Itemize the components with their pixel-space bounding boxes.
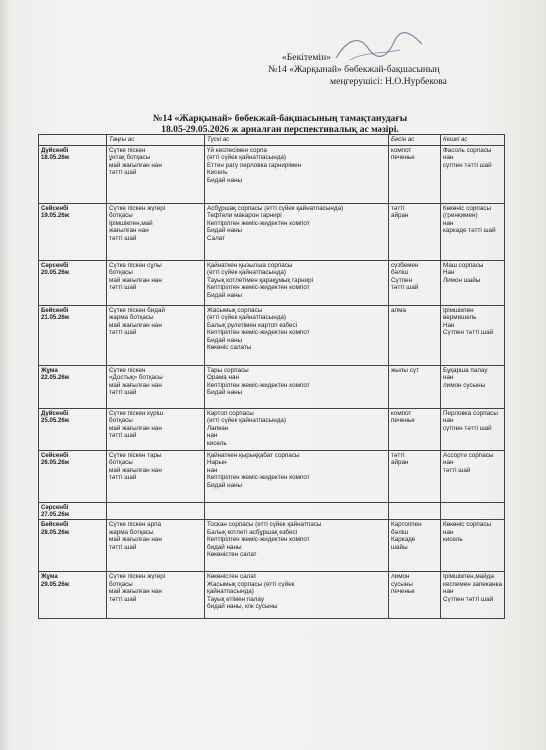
snack-cell-line: сусыны [391,580,413,588]
lunch-cell-line: Бидай наны [207,336,243,344]
lunch-cell-line: Бидай наны [207,481,243,489]
lunch-cell-line: нан [207,466,218,474]
col-header-snack: Бесін ас [389,135,441,146]
breakfast-cell-line: май жағылған нан [109,381,162,389]
snack-cell-line: бәліш [391,528,409,536]
day-cell-line: Сейсенбі [41,452,69,459]
lunch-cell-line: Лағман [207,424,229,432]
day-cell-line: 20.05.26ж [41,269,70,277]
dinner-cell-line: Перловка сорпасы [443,410,498,417]
dinner-cell [441,146,505,204]
breakfast-cell [107,503,205,520]
table-row [39,451,505,503]
table-header-row [39,135,505,146]
lunch-cell-line: Салат [207,234,226,242]
breakfast-cell-line: жарма ботқасы [109,528,154,536]
day-cell [39,451,107,503]
lunch-cell-line: Көкөністен салат [207,573,257,581]
breakfast-cell-line: Сүтке піскен [109,147,146,154]
breakfast-cell-line: май жағылған нан [109,161,162,169]
day-cell-line: Бейсенбі [41,307,69,314]
snack-cell-line: сүзбемен [391,262,419,269]
document-title [100,113,460,135]
dinner-cell [441,572,505,619]
menu-table [38,134,505,619]
day-cell [39,146,107,204]
breakfast-cell-line: май жағылған нан [109,536,162,544]
breakfast-cell-line: «Достық» ботқасы [109,374,163,382]
breakfast-cell-line: май жағылған нан [109,276,162,284]
lunch-cell-line: Бидай наны [207,176,243,184]
lunch-cell-line: Тары сорпасы [207,367,249,374]
snack-cell-line: компот [391,410,412,417]
lunch-cell-line: Көкөністен салат [207,551,257,559]
lunch-cell-line: Еттен рагу перловка гарнирімен [207,161,302,169]
day-cell-line: Сейсенбі [41,205,69,212]
dinner-cell [441,261,505,306]
breakfast-cell-line: Сүтке піскен жүгері [109,205,166,212]
lunch-cell [205,261,389,306]
dinner-cell-line: Фасоль сорпасы [443,147,492,154]
snack-cell-line: жылы сүт [391,367,419,374]
dinner-cell-line: Лимон шайы [443,276,481,284]
snack-cell [389,146,441,204]
snack-cell [389,520,441,572]
lunch-cell-line: Кептірілген жеміс-жидектен компот [207,284,310,292]
dinner-cell-line: каркаде тәтті шай [443,227,496,235]
lunch-cell-line: (етті сүйек қайнатпасында) [207,314,286,322]
dinner-cell-line: сүтпен тәтті шай [443,161,492,169]
approval-heading: «Бекітемін» [282,52,332,63]
snack-cell [389,306,441,366]
day-cell-line: Дүйсенбі [41,147,69,154]
day-cell [39,409,107,451]
breakfast-cell [107,409,205,451]
table-row [39,503,505,520]
dinner-cell-line: нан [443,528,454,536]
dinner-cell-line: нан [443,219,454,227]
dinner-cell-line: Нан [443,269,455,277]
dinner-cell-line: Көкөніс сорпасы [443,521,492,529]
lunch-cell-line: Балық котлеті асбұршақ езбесі [207,528,298,536]
breakfast-cell-line: тәтті шай [109,595,137,603]
title-line-2: 18.05-29.05.2026 ж арналған перспективалық ас мәзірі. [161,124,399,135]
dinner-cell-line: Сүтпен тәтті шай [443,595,494,603]
day-cell-line: Бейсенбі [41,521,69,529]
breakfast-cell-line: ботқасы [109,459,133,467]
breakfast-cell-line: ботқасы [109,269,133,277]
day-cell [39,572,107,619]
lunch-cell-line: Тауық котлетімен қарақұмық гарнирі [207,276,313,284]
snack-cell [389,451,441,503]
snack-cell [389,204,441,261]
lunch-cell-line: Кептірілген жеміс-жидектен компот [207,474,310,482]
snack-cell [389,572,441,619]
breakfast-cell-line: ботқасы [109,212,133,220]
lunch-cell [205,572,389,619]
lunch-cell [205,204,389,261]
day-cell-line: 27.05.26ж [41,511,70,519]
breakfast-cell-line: май жағылған нан [109,588,162,596]
lunch-cell-line: Көкөніс салаты [207,344,252,352]
breakfast-cell-line: ботқасы [109,580,133,588]
lunch-cell-line: Бидай наны [207,389,243,397]
snack-cell-line: печенье [391,417,415,425]
lunch-cell-line: Орама нан [207,374,239,382]
dinner-cell-line: сүтпен тәтті шай [443,424,492,432]
lunch-cell-line: кисель [207,439,227,447]
lunch-cell [205,366,389,409]
breakfast-cell-line: тәтті шай [109,474,137,482]
lunch-cell-line: Кисель [207,169,228,177]
breakfast-cell-line: Ірімшікпен,май [109,219,153,227]
snack-cell-line: лимон [391,573,410,581]
snack-cell-line: тәтті [391,452,405,459]
snack-cell-line: тәтті [391,205,405,212]
col-header-dinner: Кешкі ас [441,135,505,146]
table-row [39,409,505,451]
breakfast-cell [107,204,205,261]
col-header-breakfast: Таңғы ас [107,135,205,146]
lunch-cell-line: Қайнаткен қырыққабат сорпасы [207,452,300,459]
day-cell-line: 22.05.26ж [41,374,70,382]
dinner-cell [441,520,505,572]
breakfast-cell-line: тәтті шай [109,234,137,242]
day-cell-line: 25.05.26ж [41,417,70,425]
day-cell-line: Сәрсенбі [41,262,69,269]
dinner-cell-line: Сүтпен тәтті шай [443,329,494,337]
lunch-cell [205,409,389,451]
lunch-cell-line: Бидай наны [207,227,243,235]
table-row [39,306,505,366]
dinner-cell [441,204,505,261]
snack-cell [389,261,441,306]
breakfast-cell-line: тәтті шай [109,329,137,337]
snack-cell-line: Картоппен [391,521,422,529]
day-cell [39,503,107,520]
breakfast-cell-line: Сүтке піскен жүгері [109,573,166,581]
day-cell [39,261,107,306]
dinner-cell-line: вермишель [443,314,477,322]
day-cell-line: 19.05.26ж [41,212,70,220]
dinner-cell [441,409,505,451]
snack-cell-line: шайы [391,543,408,551]
breakfast-cell-line: тәтті шай [109,284,137,292]
snack-cell-line: печенье [391,588,415,596]
title-line-1: №14 «Жарқынай» бөбекжай-бақшасының тамақтанудағы [152,113,408,124]
table-row [39,520,505,572]
snack-cell [389,409,441,451]
breakfast-cell-line: тәтті шай [109,169,137,177]
breakfast-cell-line: тәтті шай [109,543,137,551]
lunch-cell-line: Тоскан сорпасы (етті сүйек қайнатпасы [207,521,322,529]
dinner-cell-line: лимон сусыны [443,381,486,389]
dinner-cell-line: Ірімшікпен,майда [443,573,494,581]
table-row [39,204,505,261]
lunch-cell-line: Кептірілген жеміс-жидектен компот [207,329,310,337]
breakfast-cell [107,306,205,366]
lunch-cell-line: Балық рулетімен картоп езбесі [207,321,298,329]
breakfast-cell [107,451,205,503]
breakfast-cell-line: Сүтке піскен күріш [109,410,164,417]
lunch-cell-line: Картоп сорпасы [207,410,254,417]
approval-head-name: меңгерушісі: Н.О.Нурбекова [330,76,447,87]
lunch-cell-line: Жасымық сорпасы [207,307,263,314]
lunch-cell-line: Кептірілген жеміс-жидектен компот [207,536,310,544]
snack-cell-line: компот [391,147,412,154]
day-cell [39,306,107,366]
breakfast-cell-line: жарма ботқасы [109,314,154,322]
dinner-cell-line: (гренкимен) [443,212,478,220]
lunch-cell-line: Асбұршақ сорпасы (етті сүйек қайнатпасында) [207,205,344,212]
dinner-cell [441,451,505,503]
breakfast-cell [107,146,205,204]
dinner-cell-line: Нан [443,321,455,329]
breakfast-cell-line: ұнтақ ботқасы [109,154,151,162]
dinner-cell-line: Бұқарша палау [443,367,488,374]
lunch-cell-line: қайнатпасында) [207,588,254,596]
lunch-cell-line: Жасымық сорпасы (етті сүйек [207,580,295,588]
snack-cell-line: алма [391,307,407,314]
breakfast-cell-line: Сүтке піскен арпа [109,521,162,529]
dinner-cell-line: Ірімшікпен [443,307,474,314]
day-cell [39,366,107,409]
breakfast-cell-line: тәтті шай [109,432,137,440]
dinner-cell-line: нан [443,459,454,467]
breakfast-cell-line: Сүтке піскен сұлы [109,262,162,269]
day-cell-line: 29.05.26ж [41,580,70,588]
dinner-cell-line: нан [443,374,454,382]
lunch-cell [205,503,389,520]
breakfast-cell-line: май жағылған нан [109,424,162,432]
snack-cell-line: айран [391,212,409,220]
lunch-cell [205,451,389,503]
col-header-lunch: Түскі ас [205,135,389,146]
table-row [39,572,505,619]
lunch-cell-line: Қайнаткен қызылша сорпасы [207,262,293,269]
lunch-cell-line: (етті сүйек қайнатпасында) [207,417,286,425]
lunch-cell-line: Бидай наны [207,291,243,299]
breakfast-cell-line: ботқасы [109,417,133,425]
snack-cell-line: бәліш [391,269,409,277]
dinner-cell [441,366,505,409]
day-cell-line: Жұма [41,367,58,374]
dinner-cell-line: нан [443,417,454,425]
snack-cell-line: тәтті шай [391,284,419,292]
breakfast-cell-line: Сүтке піскен тары [109,452,162,459]
day-cell-line: Сәрсенбі [41,504,69,511]
breakfast-cell-line: май жағылған нан [109,321,162,329]
dinner-cell-line: Ассорти сорпасы [443,452,494,459]
breakfast-cell-line: тәтті шай [109,389,137,397]
day-cell [39,204,107,261]
dinner-cell-line: кисель [443,536,463,544]
lunch-cell-line: Кептірілген жеміс-жидектен компот [207,381,310,389]
lunch-cell-line: (етті сүйек қайнатпасында) [207,269,286,277]
breakfast-cell [107,366,205,409]
snack-cell-line: Каркаде [391,536,416,544]
breakfast-cell [107,261,205,306]
lunch-cell-line: Нарын [207,459,227,467]
col-header-day [39,135,107,146]
snack-cell-line: печенье [391,154,415,162]
day-cell-line: 21.05.26ж [41,314,70,322]
breakfast-cell-line: май жағылған нан [109,466,162,474]
lunch-cell-line: бидай наны [207,543,242,551]
breakfast-cell [107,572,205,619]
table-row [39,366,505,409]
lunch-cell-line: Тауық етімен палау [207,595,264,603]
breakfast-cell [107,520,205,572]
table-row [39,146,505,204]
dinner-cell-line: Көкөніс сорпасы [443,205,492,212]
day-cell-line: Дүйсенбі [41,410,69,417]
lunch-cell-line: Тефтели макарон гарнирі [207,212,282,220]
day-cell-line: 26.05.26ж [41,459,70,467]
lunch-cell-line: бидай наны, к/ж сусыны [207,603,278,611]
dinner-cell [441,306,505,366]
dinner-cell-line: нан [443,154,454,162]
day-cell-line: Жұма [41,573,58,581]
dinner-cell [441,503,505,520]
lunch-cell [205,306,389,366]
day-cell [39,520,107,572]
lunch-cell-line: нан [207,432,218,440]
dinner-cell-line: тәтті шай [443,466,471,474]
snack-cell [389,366,441,409]
day-cell-line: 18.05.26ж [41,154,70,162]
lunch-cell-line: Кептірілген жеміс-жидектен компот [207,219,310,227]
day-cell-line: 28.05.26ж [41,528,70,536]
breakfast-cell-line: жағылған нан [109,227,149,235]
lunch-cell-line: (етті сүйек қайнатпасында) [207,154,286,162]
approval-institution: №14 «Жарқынай» бөбекжай-бақшасының [268,64,440,75]
breakfast-cell-line: Сүтке піскен бидай [109,307,165,314]
dinner-cell-line: кеспемен запеканка [443,580,503,588]
snack-cell-line: Сүтпен [391,276,412,284]
dinner-cell-line: Маш сорпасы [443,262,484,269]
table-row [39,261,505,306]
lunch-cell [205,146,389,204]
snack-cell-line: айран [391,459,409,467]
approval-block [268,52,447,88]
snack-cell [389,503,441,520]
dinner-cell-line: нан [443,588,454,596]
lunch-cell [205,520,389,572]
breakfast-cell-line: Сүтке піскен [109,367,146,374]
lunch-cell-line: Үй кеспесімен сорпа [207,147,267,154]
